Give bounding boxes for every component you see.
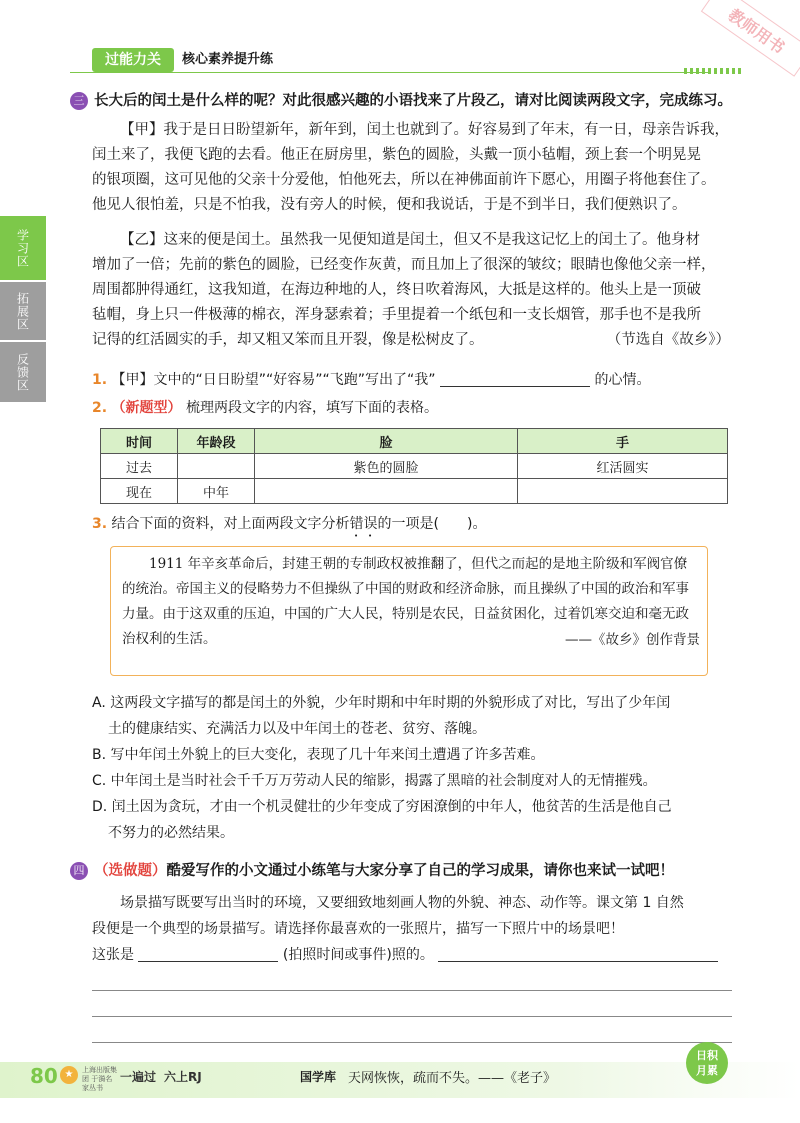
option-line: A. 这两段文字描写的都是闰土的外貌，少年时期和中年时期的外貌形成了对比，写出了少年闰 xyxy=(92,695,671,711)
badge-text: 日积月累 xyxy=(696,1049,718,1077)
section-3-title: 长大后的闰土是什么样的呢？对此很感兴趣的小语找来了片段乙，请对比阅读两段文字，完成练习。 xyxy=(94,93,732,109)
passage-line-last xyxy=(92,328,752,353)
option-line: D. 闰土因为贪玩，才由一个机灵健壮的少年变成了穷困潦倒的中年人，他贫苦的生活是他自己 xyxy=(92,799,672,815)
question-2-text: 梳理两段文字的内容，填写下面的表格。 xyxy=(185,400,438,416)
table-header-cell: 手 xyxy=(518,429,728,454)
section-4-title-text: 酷爱写作的小文通过小练笔与大家分享了自己的学习成果，请你也来试一试吧！ xyxy=(166,863,674,879)
material-line: 了中国的政治和军事力量。由于这双重的压迫，中国的广大人民，特别是农民，日益贫 xyxy=(122,581,689,622)
passage-line: 的银项圈，这可见他的父亲十分爱他，怕他死去，所以在神佛面前许下愿心，用圈子将他套住了。 xyxy=(92,172,716,188)
table-cell-blank[interactable] xyxy=(518,479,728,504)
answer-blank[interactable] xyxy=(440,370,590,387)
option-line: 不努力的必然结果。 xyxy=(108,825,234,841)
footer-label: 国学库 xyxy=(300,1070,337,1084)
option-b[interactable] xyxy=(92,742,752,768)
passage-line: 【乙】这来的便是闰土。虽然我一见便知道是闰土，但又不是我这记忆上的闰土了。他身材 xyxy=(120,232,700,248)
option-c[interactable] xyxy=(92,768,752,794)
grade-label: 六上RJ xyxy=(164,1070,202,1084)
table-cell: 现在 xyxy=(101,479,178,504)
header-divider xyxy=(70,72,710,73)
comparison-table xyxy=(100,428,728,504)
passage-jia xyxy=(92,118,752,218)
material-line: 1911 年辛亥革命后，封建王朝的专制政权被推翻了，但代之而起的是地主阶级和 xyxy=(149,556,634,572)
table-row xyxy=(101,454,728,479)
table-cell-blank[interactable] xyxy=(255,479,518,504)
photo-line xyxy=(92,942,752,968)
passage-line: 闰土来了，我便飞跑的去看。他正在厨房里，紫色的圆脸，头戴一顶小毡帽，颈上套一个明晃晃 xyxy=(92,147,701,163)
question-3-suffix: 的一项是( )。 xyxy=(377,516,487,532)
question-number: 1. xyxy=(92,372,108,388)
passage-line: 他见人很怕羞，只是不怕我，没有旁人的时候，便和我说话，于是不到半日，我们便熟识了。 xyxy=(92,197,687,213)
footer-quote: 天网恢恢，疏而不失。——《老子》 xyxy=(348,1071,557,1086)
passage-source: （节选自《故乡》） xyxy=(606,332,730,348)
side-tab-study[interactable]: 学习区 xyxy=(0,216,46,280)
header-dots xyxy=(684,68,744,74)
table-row xyxy=(101,479,728,504)
question-1-suffix: 的心情。 xyxy=(594,372,651,388)
option-line: B. 写中年闰土外貌上的巨大变化，表现了几十年来闰土遭遇了许多苦难。 xyxy=(92,747,545,763)
table-header-cell: 脸 xyxy=(255,429,518,454)
section-tag: 过能力关 xyxy=(92,48,174,72)
photo-prefix: 这张是 xyxy=(92,947,134,963)
passage-yi xyxy=(92,228,752,353)
options-list xyxy=(92,690,752,846)
option-line: C. 中年闰土是当时社会千千万万劳动人民的缩影，揭露了黑暗的社会制度对人的无情摧残。 xyxy=(92,773,657,789)
photo-blank[interactable] xyxy=(138,945,278,962)
photo-suffix: (拍照时间或事件)照的。 xyxy=(282,947,434,963)
passage-line: 记得的红活圆实的手，却又粗又笨而且开裂，像是松树皮了。 xyxy=(92,332,484,348)
teacher-edition-stamp: 教师用书 xyxy=(701,0,800,77)
passage-line: 【甲】我于是日日盼望新年，新年到，闰土也就到了。好容易到了年末，有一日，母亲告诉我， xyxy=(120,122,729,138)
material-line: 军阀官僚的统治。帝国主义的侵略势力不但操纵了中国的财政和经济命脉，而且操纵 xyxy=(122,556,688,597)
question-number: 2. xyxy=(92,400,108,416)
table-cell-blank[interactable] xyxy=(178,454,255,479)
new-type-tag: （新题型） xyxy=(111,400,182,416)
section-4-title xyxy=(94,860,754,882)
material-line: 困化，过着饥寒交迫和毫无政治权利的生活。 xyxy=(122,606,689,647)
mascot-icon: ★ xyxy=(60,1066,78,1084)
passage-line: 增加了一倍；先前的紫色的圆脸，已经变作灰黄，而且加上了很深的皱纹；眼睛也像他父亲一样， xyxy=(92,257,716,273)
writing-instructions xyxy=(92,890,752,968)
table-header-cell: 年龄段 xyxy=(178,429,255,454)
passage-line: 周围都肿得通红，这我知道，在海边种地的人，终日吹着海风，大抵是这样的。他头上是一顶破 xyxy=(92,282,701,298)
question-2 xyxy=(92,396,752,421)
question-3-text: 结合下面的资料，对上面两段文字分析 xyxy=(111,516,350,532)
question-3 xyxy=(92,512,752,540)
writing-line[interactable] xyxy=(92,1042,732,1043)
passage-line: 毡帽，身上只一件极薄的棉衣，浑身瑟索着；手里提着一个纸包和一支长烟管，那手也不是我所 xyxy=(92,307,701,323)
emphasis-word: 错误 xyxy=(349,516,378,532)
option-line: 土的健康结实、充满活力以及中年闰土的苍老、贫穷、落魄。 xyxy=(108,721,486,737)
side-tab-feedback[interactable]: 反馈区 xyxy=(0,342,46,402)
section-4-marker: 四 xyxy=(70,862,88,880)
question-number: 3. xyxy=(92,516,108,532)
section-subtitle: 核心素养提升练 xyxy=(182,52,274,67)
material-source: ——《故乡》创作背景 xyxy=(565,632,700,648)
side-tab-extension[interactable]: 拓展区 xyxy=(0,282,46,340)
table-header-cell: 时间 xyxy=(101,429,178,454)
option-a[interactable] xyxy=(92,690,752,742)
instruction-line: 段便是一个典型的场景描写。请选择你最喜欢的一张照片，描写一下照片中的场景吧！ xyxy=(92,921,624,937)
publisher-small: 上海出版集团 于漪名家丛书 xyxy=(82,1066,117,1092)
table-cell: 红活圆实 xyxy=(518,454,728,479)
page-number: 80 xyxy=(30,1064,58,1088)
section-3-marker: 三 xyxy=(70,92,88,110)
writing-line[interactable] xyxy=(92,1016,732,1017)
writing-line[interactable] xyxy=(92,990,732,991)
daily-accumulation-badge xyxy=(686,1042,728,1084)
instruction-line: 场景描写既要写出当时的环境，又要细致地刻画人物的外貌、神态、动作等。课文第 1 自然 xyxy=(120,895,684,911)
optional-tag: （选做题） xyxy=(94,863,167,879)
table-header-row xyxy=(101,429,728,454)
table-cell: 过去 xyxy=(101,454,178,479)
series-name: 一遍过 xyxy=(120,1070,157,1084)
question-1-text: 【甲】文中的“日日盼望”“好容易”“飞跑”写出了“我” xyxy=(111,372,436,388)
table-cell: 紫色的圆脸 xyxy=(255,454,518,479)
writing-blank[interactable] xyxy=(438,945,718,962)
question-1 xyxy=(92,368,752,393)
option-d[interactable] xyxy=(92,794,752,846)
table-cell: 中年 xyxy=(178,479,255,504)
